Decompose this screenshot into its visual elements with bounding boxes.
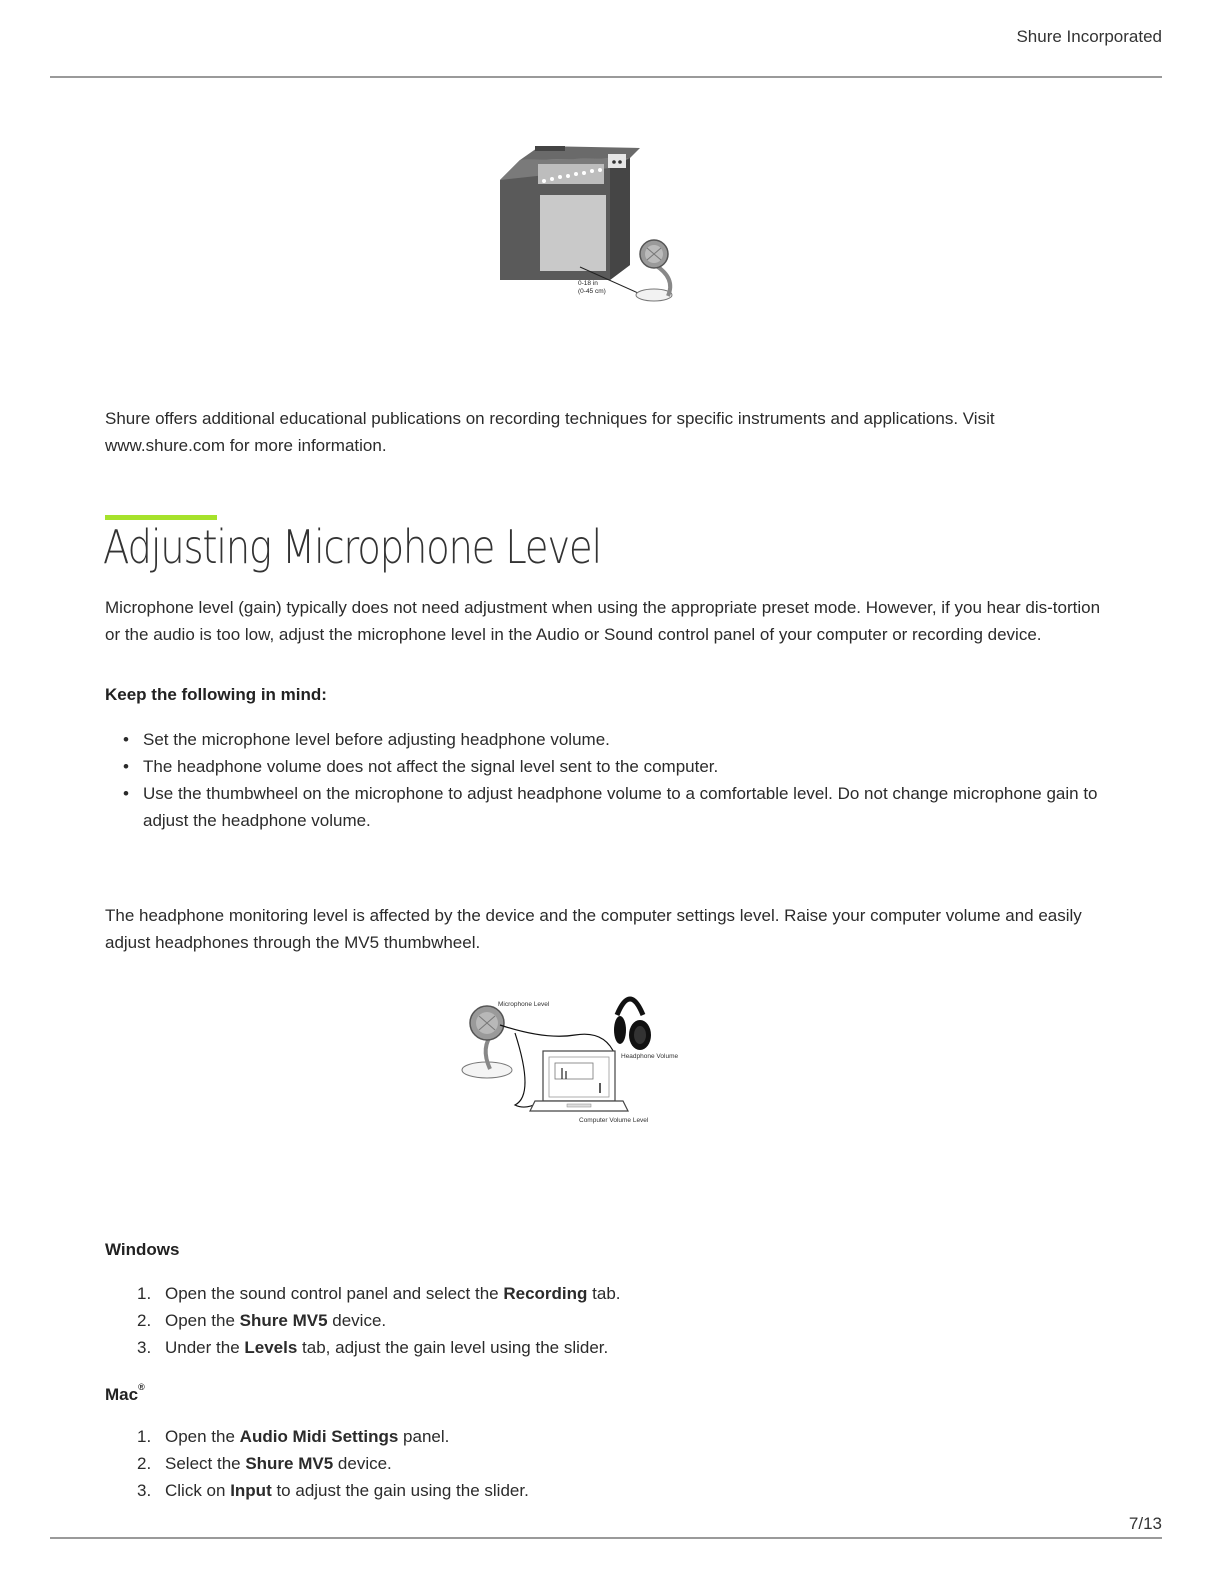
intro-paragraph: Shure offers additional educational publications on recording techniques for specific instruments and applications. Visit www.shure.com for more information. [105,409,995,455]
list-item: 1. Open the Audio Midi Settings panel. [137,1427,450,1446]
gain-paragraph: Microphone level (gain) typically does not need adjustment when using the appropriate preset mode. However, if you hear dis-tortion or the audio is too low, adjust the microphone level in the Audio or Sound control panel of your computer or recording device. [105,598,1101,644]
section-title: Adjusting Microphone Level [103,520,601,574]
list-item: • Use the thumbwheel on the microphone to adjust headphone volume to a comfortable level. Do not change microphone gain to adjust the headphone volume. [105,780,1105,834]
list-item: • The headphone volume does not affect the signal level sent to the computer. [105,753,1105,780]
list-item: • Set the microphone level before adjusting headphone volume. [105,726,1105,753]
microphone-level-label: Microphone Level [498,1001,550,1008]
footer-divider [50,1537,1162,1539]
list-item: 2. Open the Shure MV5 device. [137,1311,387,1330]
header-company-name: Shure Incorporated [1016,27,1162,46]
header-divider [50,76,1162,78]
monitoring-paragraph: The headphone monitoring level is affected by the device and the computer settings level. Raise your computer volume and easily adjust headphones through the MV5 thumbwheel. [105,906,1082,952]
windows-heading: Windows [105,1240,180,1259]
windows-steps [105,1280,1105,1361]
list-item: 3. Under the Levels tab, adjust the gain level using the slider. [137,1338,609,1357]
list-item: 2. Select the Shure MV5 device. [137,1454,392,1473]
keep-in-mind-list [105,726,1105,834]
headphone-volume-label: Headphone Volume [621,1053,679,1060]
page-number: 7/13 [1128,1514,1162,1533]
setup-illustration [455,985,700,1130]
registered-mark: ® [138,1382,145,1392]
distance-label-metric: (0-45 cm) [578,288,606,295]
list-item: 3. Click on Input to adjust the gain using the slider. [137,1481,529,1500]
mac-heading: Mac® [105,1382,145,1404]
distance-label-imperial: 0-18 in [578,280,598,287]
amp-microphone-illustration [490,140,690,310]
list-item: 1. Open the sound control panel and select the Recording tab. [137,1284,621,1303]
computer-volume-label: Computer Volume Level [579,1117,649,1124]
keep-in-mind-label: Keep the following in mind: [105,685,327,704]
mac-steps [105,1423,1105,1504]
